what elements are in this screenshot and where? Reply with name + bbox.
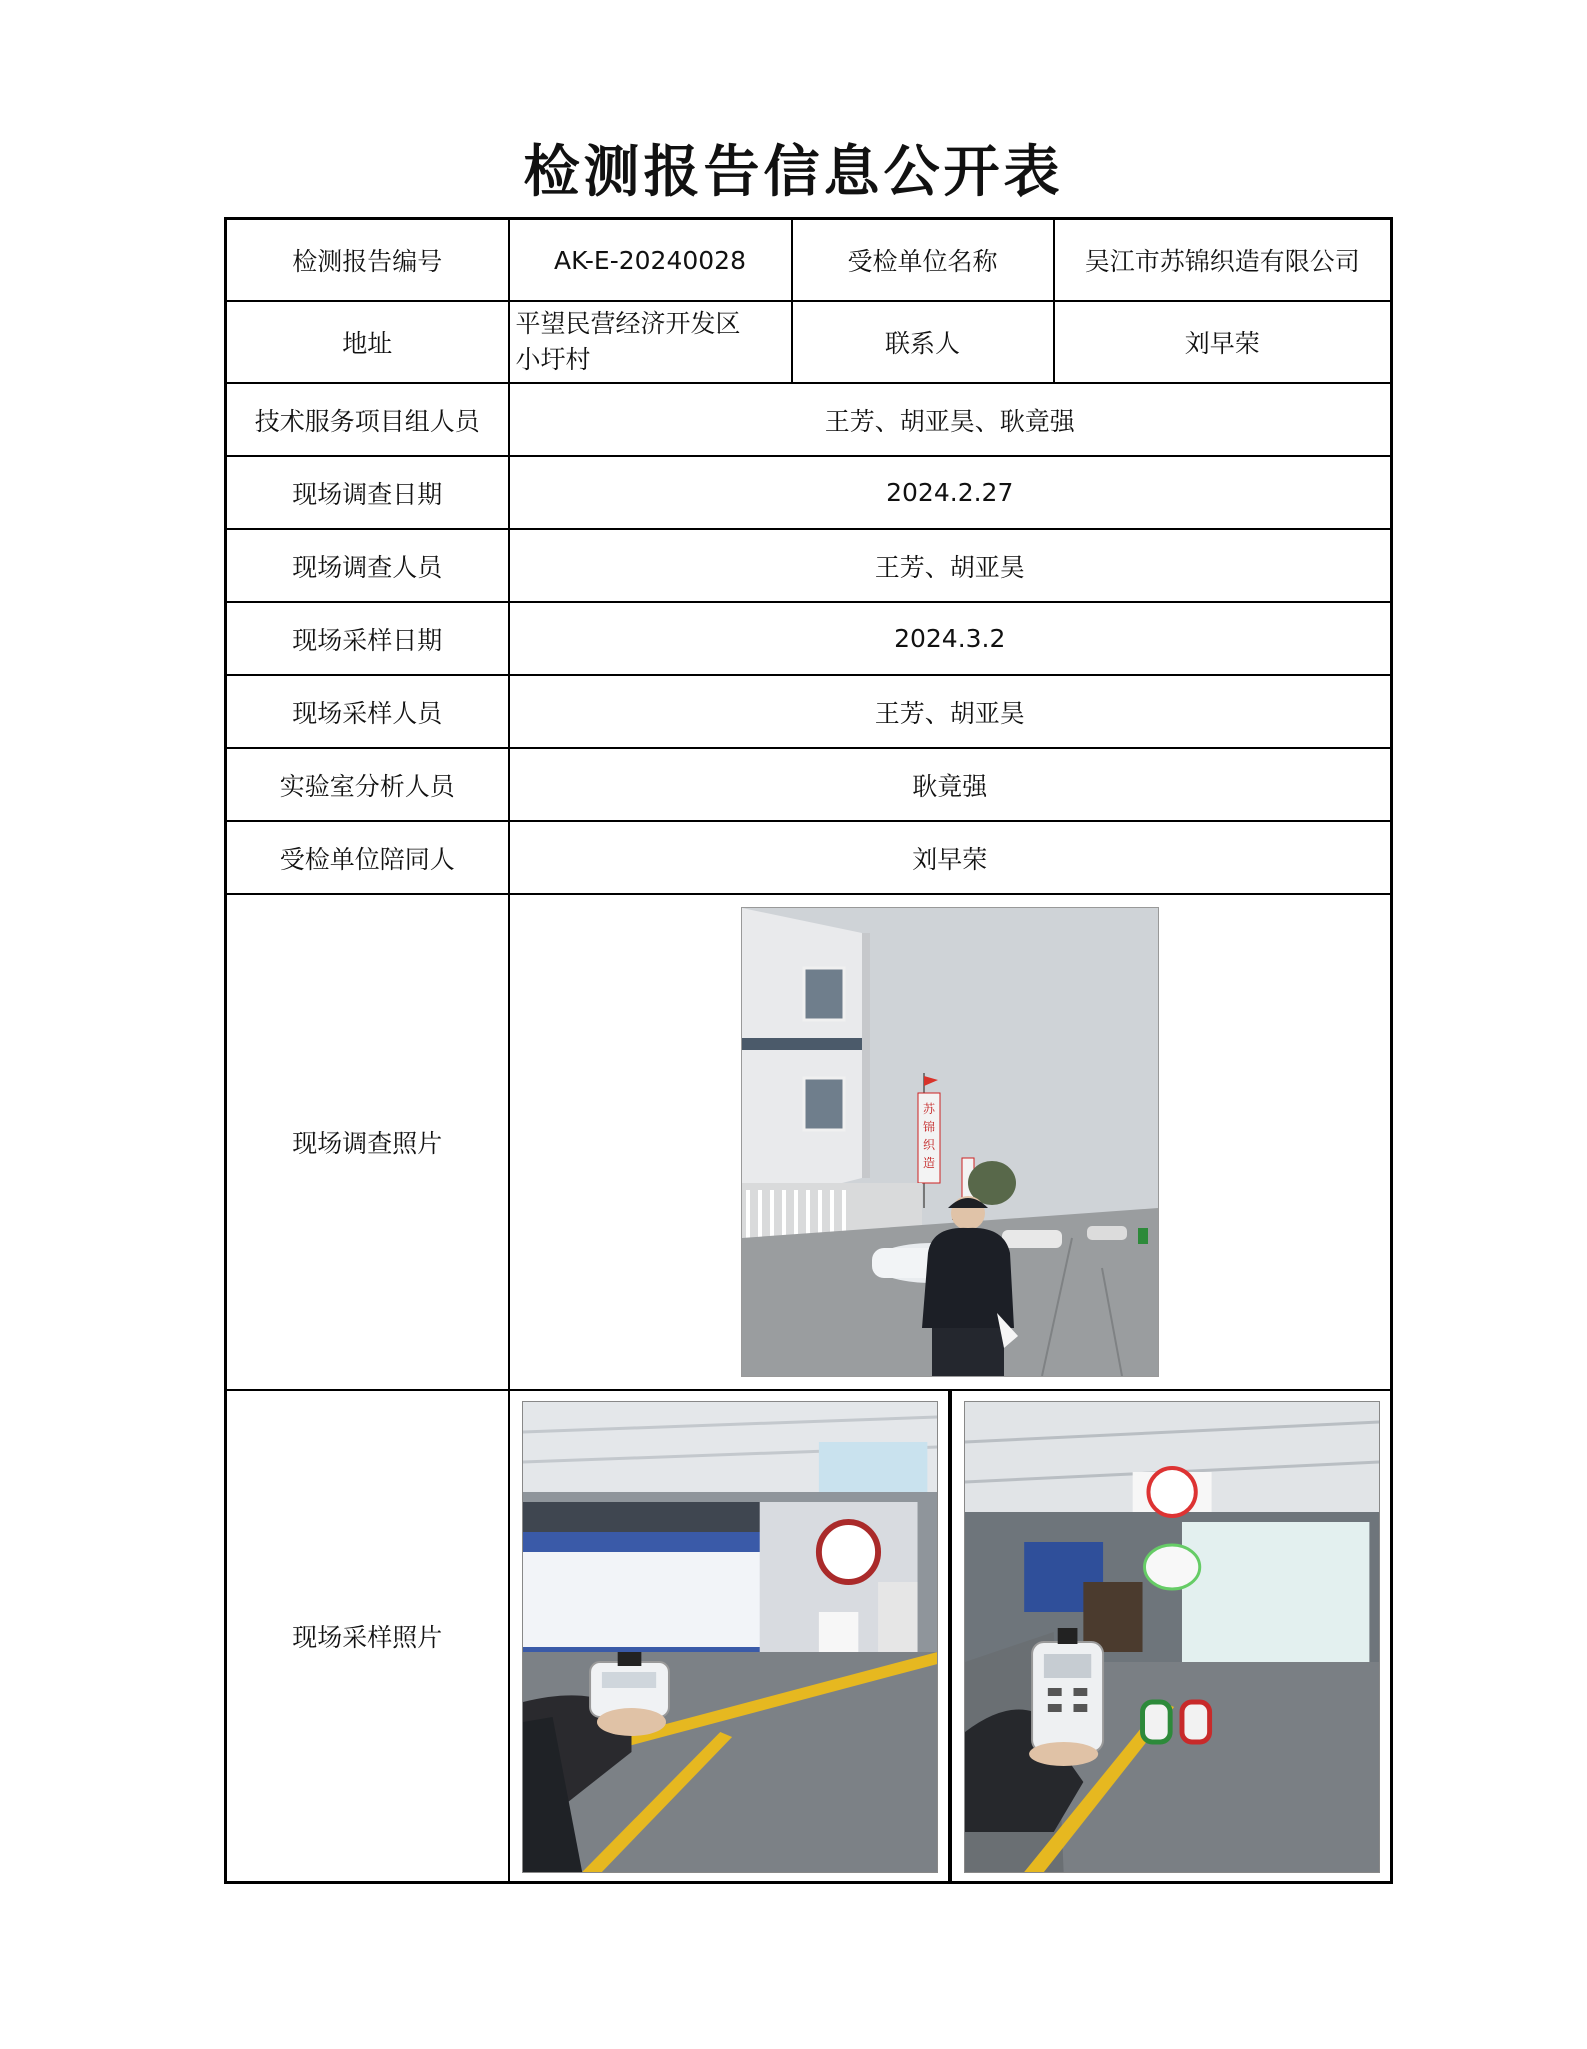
survey-staff-value: 王芳、胡亚昊 (509, 529, 1392, 602)
report-no-value: AK-E-20240028 (509, 219, 792, 302)
survey-sign-char-2: 锦 (922, 1120, 935, 1134)
survey-date-label: 现场调查日期 (226, 456, 509, 529)
address-line-1: 平望民营经济开发区 (515, 309, 741, 338)
contact-value: 刘早荣 (1054, 301, 1392, 383)
page-title: 检测报告信息公开表 (523, 139, 1064, 205)
sampling-photo-cell (509, 1390, 1392, 1883)
sampling-date-label: 现场采样日期 (226, 602, 509, 675)
table-row (226, 301, 1392, 383)
survey-date-value: 2024.2.27 (509, 456, 1392, 529)
sampling-staff-value: 王芳、胡亚昊 (509, 675, 1392, 748)
unit-name-value: 吴江市苏锦织造有限公司 (1054, 219, 1392, 302)
survey-photo (741, 907, 1159, 1377)
table-row (226, 1390, 1392, 1883)
survey-sign-char-3: 织 (922, 1138, 935, 1152)
survey-photo-label: 现场调查照片 (226, 894, 509, 1390)
survey-photo-cell (509, 894, 1392, 1390)
table-row (226, 529, 1392, 602)
table-row (226, 219, 1392, 302)
table-row (226, 894, 1392, 1390)
survey-sign-char-4: 造 (922, 1156, 935, 1170)
table-row (226, 602, 1392, 675)
address-line-2: 小圩村 (515, 345, 591, 374)
sampling-photo-left-image (523, 1402, 937, 1872)
table-row (226, 456, 1392, 529)
contact-label: 联系人 (792, 301, 1054, 383)
survey-sign-char-1: 苏 (922, 1102, 935, 1116)
table-row (226, 383, 1392, 456)
sampling-photo-left-frame (510, 1391, 948, 1881)
team-label: 技术服务项目组人员 (226, 383, 509, 456)
report-no-label: 检测报告编号 (226, 219, 509, 302)
table-row (226, 675, 1392, 748)
escort-value: 刘早荣 (509, 821, 1392, 894)
lab-staff-value: 耿竟强 (509, 748, 1392, 821)
sampling-date-value: 2024.3.2 (509, 602, 1392, 675)
lab-staff-label: 实验室分析人员 (226, 748, 509, 821)
sampling-photo-right-image (965, 1402, 1379, 1872)
sampling-photo-label: 现场采样照片 (226, 1390, 509, 1883)
table-row (226, 748, 1392, 821)
sampling-photo-right-frame (948, 1391, 1390, 1881)
sampling-photo-right (964, 1401, 1380, 1873)
address-label: 地址 (226, 301, 509, 383)
escort-label: 受检单位陪同人 (226, 821, 509, 894)
report-table (224, 217, 1393, 1884)
survey-photo-image (742, 908, 1158, 1376)
sampling-photo-left (522, 1401, 938, 1873)
unit-name-label: 受检单位名称 (792, 219, 1054, 302)
table-row (226, 821, 1392, 894)
survey-staff-label: 现场调查人员 (226, 529, 509, 602)
sampling-staff-label: 现场采样人员 (226, 675, 509, 748)
team-value: 王芳、胡亚昊、耿竟强 (509, 383, 1392, 456)
sampling-photo-row (510, 1391, 1391, 1881)
address-value (509, 301, 792, 383)
